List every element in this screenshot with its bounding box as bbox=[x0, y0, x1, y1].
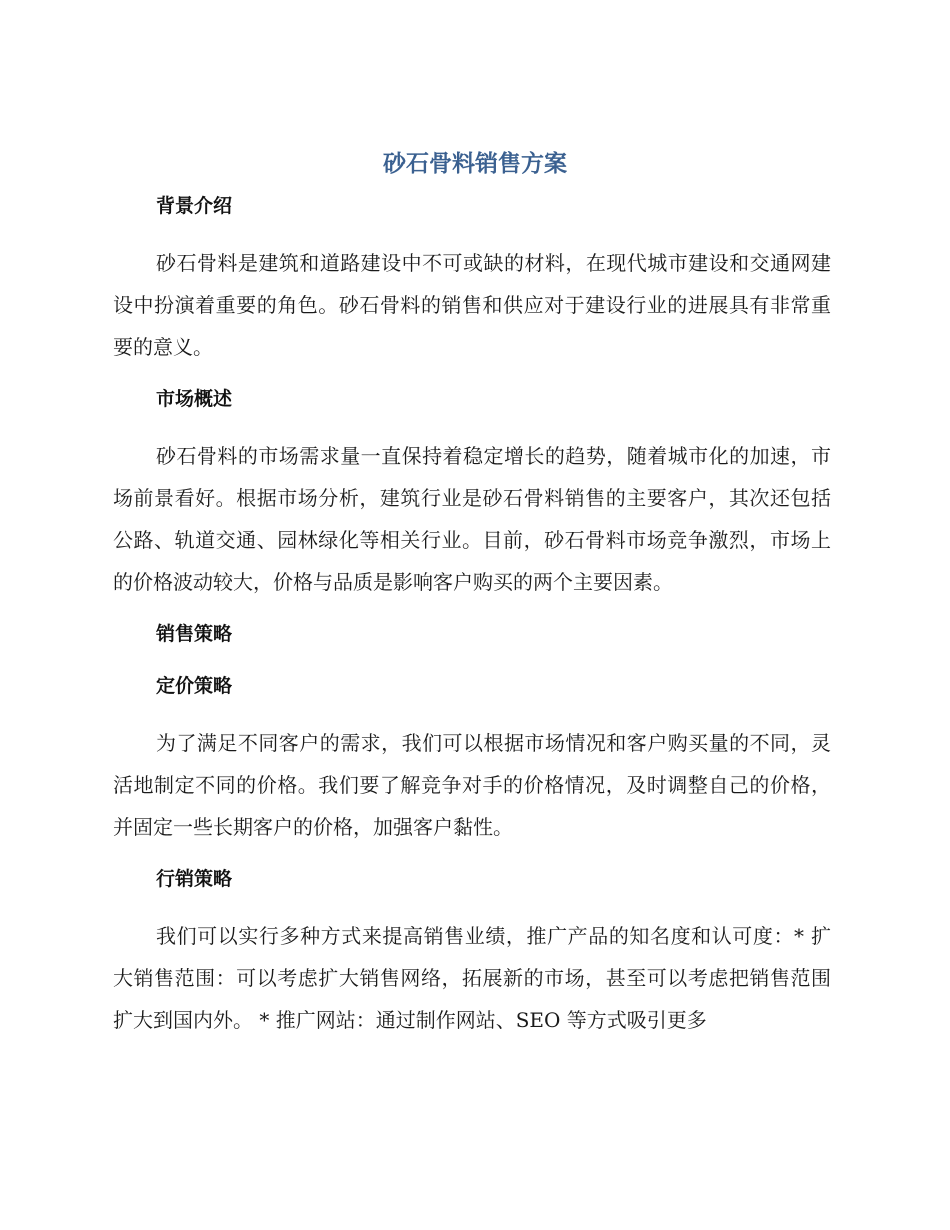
paragraph-market-overview: 砂石骨料的市场需求量一直保持着稳定增长的趋势，随着城市化的加速，市场前景看好。根据市场分析，建筑行业是砂石骨料销售的主要客户，其次还包括公路、轨道交通、园林绿化等相关行业。目前，砂石骨料市场竞争激烈，市场上的价格波动较大，价格与品质是影响客户购买的两个主要因素。 bbox=[113, 444, 831, 594]
heading-background: 背景介绍 bbox=[156, 195, 233, 217]
paragraph-marketing-strategy: 我们可以实行多种方式来提高销售业绩，推广产品的知名度和认可度：* 扩大销售范围：可以考虑扩大销售网络，拓展新的市场，甚至可以考虑把销售范围扩大到国内外。 * 推广网站：通过制作网站、SEO 等方式吸引更多 bbox=[113, 924, 831, 1032]
document-title: 砂石骨料销售方案 bbox=[383, 151, 567, 177]
heading-sales-strategy: 销售策略 bbox=[156, 623, 233, 645]
heading-market-overview: 市场概述 bbox=[156, 388, 233, 410]
heading-pricing-strategy: 定价策略 bbox=[156, 675, 233, 697]
heading-marketing-strategy: 行销策略 bbox=[156, 868, 233, 890]
document-body bbox=[113, 190, 831, 1056]
paragraph-pricing-strategy: 为了满足不同客户的需求，我们可以根据市场情况和客户购买量的不同，灵活地制定不同的价格。我们要了解竞争对手的价格情况，及时调整自己的价格，并固定一些长期客户的价格，加强客户黏性。 bbox=[113, 731, 831, 839]
paragraph-background: 砂石骨料是建筑和道路建设中不可或缺的材料，在现代城市建设和交通网建设中扮演着重要的角色。砂石骨料的销售和供应对于建设行业的进展具有非常重要的意义。 bbox=[113, 251, 831, 359]
